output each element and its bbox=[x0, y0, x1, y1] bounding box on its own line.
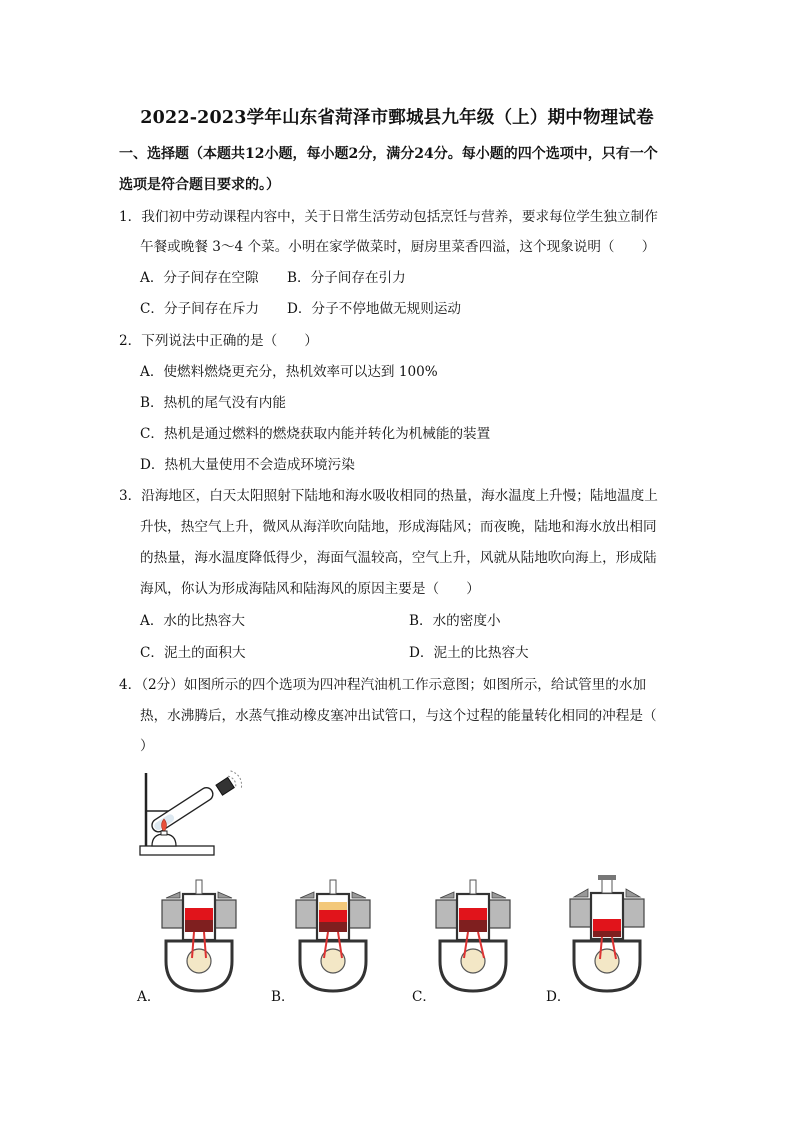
engine-label-b: B． bbox=[271, 989, 295, 1005]
q3-stem-line2: 升快，热空气上升，微风从海洋吹向陆地，形成海陆风；而夜晚，陆地和海水放出相同 bbox=[140, 519, 657, 535]
engine-option-a-diagram bbox=[154, 878, 244, 993]
section-heading-line1: 一、选择题（本题共12小题，每小题2分，满分24分。每小题的四个选项中，只有一个 bbox=[119, 146, 658, 162]
engine-label-a: A． bbox=[137, 989, 161, 1005]
q1-option-d: D．分子不停地做无规则运动 bbox=[287, 301, 462, 317]
q4-stem-line3: ） bbox=[140, 738, 154, 754]
q2-option-a: A．使燃料燃烧更充分，热机效率可以达到 100% bbox=[140, 364, 438, 380]
q2-option-c: C．热机是通过燃料的燃烧获取内能并转化为机械能的装置 bbox=[140, 426, 491, 442]
engine-option-b-diagram bbox=[288, 878, 378, 993]
engine-label-c: C． bbox=[412, 989, 436, 1005]
q3-option-c: C．泥土的面积大 bbox=[140, 645, 246, 661]
q4-stem-line1: 4．（2分）如图所示的四个选项为四冲程汽油机工作示意图；如图所示，给试管里的水加 bbox=[119, 677, 647, 693]
q3-stem-line4: 海风，你认为形成海陆风和陆海风的原因主要是（ ） bbox=[140, 581, 480, 597]
page-title: 2022-2023学年山东省菏泽市鄄城县九年级（上）期中物理试卷 bbox=[140, 108, 654, 128]
q1-stem-line1: 1．我们初中劳动课程内容中，关于日常生活劳动包括烹饪与营养，要求每位学生独立制作 bbox=[119, 209, 658, 225]
q2-stem: 2．下列说法中正确的是（ ） bbox=[119, 333, 318, 349]
test-tube-experiment-figure bbox=[134, 765, 254, 865]
q1-option-b: B．分子间存在引力 bbox=[287, 270, 406, 286]
q3-option-d: D．泥土的比热容大 bbox=[409, 645, 529, 661]
section-heading bbox=[119, 139, 679, 201]
q3-stem-line1: 3．沿海地区，白天太阳照射下陆地和海水吸收相同的热量，海水温度上升慢；陆地温度上 bbox=[119, 488, 658, 504]
engine-label-d: D． bbox=[546, 989, 571, 1005]
section-heading-line2: 选项是符合题目要求的。） bbox=[119, 177, 280, 193]
q3-option-b: B．水的密度小 bbox=[409, 613, 501, 629]
q4-stem-line2: 热，水沸腾后，水蒸气推动橡皮塞冲出试管口，与这个过程的能量转化相同的冲程是（ bbox=[140, 708, 657, 724]
q3-option-a: A．水的比热容大 bbox=[140, 613, 245, 629]
engine-option-d-diagram bbox=[562, 875, 652, 993]
q2-option-b: B．热机的尾气没有内能 bbox=[140, 395, 286, 411]
q3-stem-line3: 的热量，海水温度降低得少，海面气温较高，空气上升，风就从陆地吹向海上，形成陆 bbox=[140, 550, 657, 566]
q1-option-a: A．分子间存在空隙 bbox=[140, 270, 259, 286]
q1-stem-line2: 午餐或晚餐 3～4 个菜。小明在家学做菜时，厨房里菜香四溢，这个现象说明（ ） bbox=[140, 239, 656, 255]
q1-option-c: C．分子间存在斥力 bbox=[140, 301, 260, 317]
q2-option-d: D．热机大量使用不会造成环境污染 bbox=[140, 457, 355, 473]
engine-option-c-diagram bbox=[428, 878, 518, 993]
